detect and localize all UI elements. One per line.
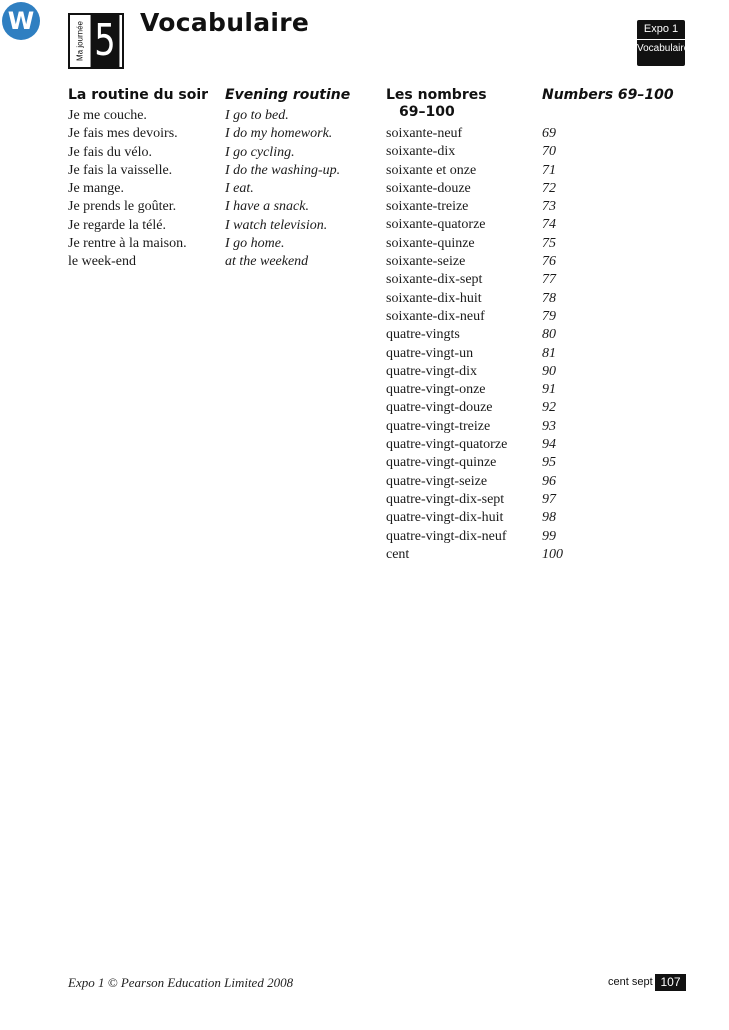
vocab-row bbox=[386, 399, 563, 417]
vocab-row bbox=[68, 217, 340, 235]
english-translation: 100 bbox=[542, 546, 563, 562]
section-tag-section: Vocabulaire bbox=[637, 43, 690, 54]
english-translation: 74 bbox=[542, 217, 556, 233]
publisher-logo[interactable]: W bbox=[2, 2, 40, 40]
french-term: quatre-vingt-quinze bbox=[386, 455, 497, 471]
unit-badge bbox=[68, 13, 124, 69]
vocab-row bbox=[68, 180, 340, 198]
french-term: quatre-vingt-un bbox=[386, 345, 474, 361]
french-term: Je me couche. bbox=[68, 108, 147, 123]
vocab-row bbox=[68, 144, 340, 162]
unit-number: 5 bbox=[91, 15, 120, 67]
vocab-row bbox=[386, 125, 563, 143]
french-term: quatre-vingts bbox=[386, 327, 460, 343]
page-number: 107 bbox=[655, 974, 686, 991]
vocab-row bbox=[386, 454, 563, 472]
vocab-row bbox=[386, 235, 563, 253]
french-term: Je fais la vaisselle. bbox=[68, 162, 173, 178]
english-translation: 69 bbox=[542, 126, 556, 141]
french-term: Je mange. bbox=[68, 181, 124, 197]
vocab-row bbox=[386, 143, 563, 161]
english-translation: 72 bbox=[542, 180, 556, 196]
french-term: soixante-dix-sept bbox=[386, 272, 483, 288]
english-translation: 90 bbox=[542, 363, 556, 379]
french-term: soixante-dix-huit bbox=[386, 290, 482, 306]
french-term: Je regarde la télé. bbox=[68, 217, 166, 233]
english-translation: 78 bbox=[542, 290, 556, 306]
english-translation: 79 bbox=[542, 308, 556, 324]
english-translation: I eat. bbox=[225, 181, 254, 197]
french-term: Je fais du vélo. bbox=[68, 144, 152, 160]
french-term: Je fais mes devoirs. bbox=[68, 126, 178, 142]
vocab-row bbox=[68, 162, 340, 180]
numbers-heading-fr: Les nombres bbox=[386, 87, 487, 103]
vocab-row bbox=[386, 418, 563, 436]
vocab-row bbox=[386, 363, 563, 381]
french-term: quatre-vingt-onze bbox=[386, 382, 486, 398]
vocab-row bbox=[68, 198, 340, 216]
english-translation: 94 bbox=[542, 437, 556, 453]
english-translation: 76 bbox=[542, 254, 556, 270]
vocab-row bbox=[386, 345, 563, 363]
vocab-row bbox=[386, 162, 563, 180]
vocab-row bbox=[386, 546, 563, 564]
english-translation: I go home. bbox=[225, 236, 285, 252]
french-term: quatre-vingt-dix-huit bbox=[386, 510, 504, 526]
french-term: soixante-seize bbox=[386, 254, 466, 270]
vocab-row bbox=[386, 290, 563, 308]
vocab-row bbox=[386, 271, 563, 289]
numbers-heading-range: 69–100 bbox=[399, 104, 455, 120]
english-translation: 77 bbox=[542, 272, 556, 288]
english-translation: 91 bbox=[542, 382, 556, 398]
vocab-row bbox=[68, 235, 340, 253]
english-translation: 93 bbox=[542, 418, 556, 434]
vocab-row bbox=[386, 436, 563, 454]
french-term: quatre-vingt-quatorze bbox=[386, 437, 508, 453]
page-title: Vocabulaire bbox=[140, 8, 310, 37]
english-translation: I have a snack. bbox=[225, 199, 309, 215]
page-number-words: cent sept bbox=[608, 976, 653, 988]
french-term: Je rentre à la maison. bbox=[68, 236, 187, 252]
vocab-row bbox=[386, 216, 563, 234]
french-term: quatre-vingt-dix bbox=[386, 363, 477, 379]
french-term: soixante-neuf bbox=[386, 126, 463, 141]
unit-label-strip bbox=[73, 15, 87, 67]
english-translation: 70 bbox=[542, 144, 556, 160]
french-term: soixante-quinze bbox=[386, 235, 475, 251]
english-translation: 71 bbox=[542, 162, 556, 178]
english-translation: I go cycling. bbox=[225, 144, 295, 160]
french-term: soixante-dix bbox=[386, 144, 456, 160]
english-translation: 99 bbox=[542, 528, 556, 544]
routine-list bbox=[68, 107, 340, 272]
french-term: le week-end bbox=[68, 254, 137, 270]
english-translation: I do the washing-up. bbox=[225, 162, 341, 178]
numbers-heading-en: Numbers 69–100 bbox=[542, 87, 674, 103]
vocab-row bbox=[386, 528, 563, 546]
french-term: quatre-vingt-dix-sept bbox=[386, 491, 505, 507]
vocab-row bbox=[68, 253, 340, 271]
vocab-row bbox=[386, 326, 563, 344]
routine-heading-en: Evening routine bbox=[225, 87, 351, 103]
french-term: soixante-douze bbox=[386, 180, 471, 196]
vocab-row bbox=[386, 491, 563, 509]
vocab-row bbox=[386, 473, 563, 491]
french-term: soixante et onze bbox=[386, 162, 477, 178]
routine-heading-fr: La routine du soir bbox=[68, 87, 209, 103]
english-translation: I do my homework. bbox=[225, 126, 333, 142]
french-term: quatre-vingt-dix-neuf bbox=[386, 528, 507, 544]
english-translation: 73 bbox=[542, 199, 556, 215]
vocab-row bbox=[68, 125, 340, 143]
vocab-row bbox=[386, 253, 563, 271]
vocab-row bbox=[386, 180, 563, 198]
french-term: soixante-quatorze bbox=[386, 217, 486, 233]
english-translation: 81 bbox=[542, 345, 556, 361]
english-translation: 80 bbox=[542, 327, 556, 343]
french-term: quatre-vingt-seize bbox=[386, 473, 488, 489]
section-tag bbox=[637, 20, 690, 66]
section-tag-divider bbox=[637, 39, 685, 40]
english-translation: 97 bbox=[542, 491, 556, 507]
copyright-text: Expo 1 © Pearson Education Limited 2008 bbox=[68, 975, 294, 990]
french-term: cent bbox=[386, 546, 410, 562]
english-translation: 96 bbox=[542, 473, 556, 489]
english-translation: I watch television. bbox=[225, 217, 328, 233]
english-translation: I go to bed. bbox=[225, 108, 289, 123]
french-term: quatre-vingt-treize bbox=[386, 418, 491, 434]
vocab-row bbox=[386, 509, 563, 527]
english-translation: 95 bbox=[542, 455, 556, 471]
unit-label: Ma journée bbox=[75, 20, 85, 62]
english-translation: 75 bbox=[542, 235, 556, 251]
vocab-row bbox=[386, 308, 563, 326]
english-translation: at the weekend bbox=[225, 254, 309, 270]
numbers-list bbox=[386, 125, 563, 564]
french-term: Je prends le goûter. bbox=[68, 199, 177, 215]
english-translation: 92 bbox=[542, 400, 556, 416]
vocab-row bbox=[68, 107, 340, 125]
section-tag-book: Expo 1 bbox=[643, 23, 679, 35]
vocab-row bbox=[386, 198, 563, 216]
french-term: soixante-dix-neuf bbox=[386, 308, 485, 324]
vocab-row bbox=[386, 381, 563, 399]
french-term: quatre-vingt-douze bbox=[386, 400, 493, 416]
english-translation: 98 bbox=[542, 510, 556, 526]
french-term: soixante-treize bbox=[386, 199, 469, 215]
